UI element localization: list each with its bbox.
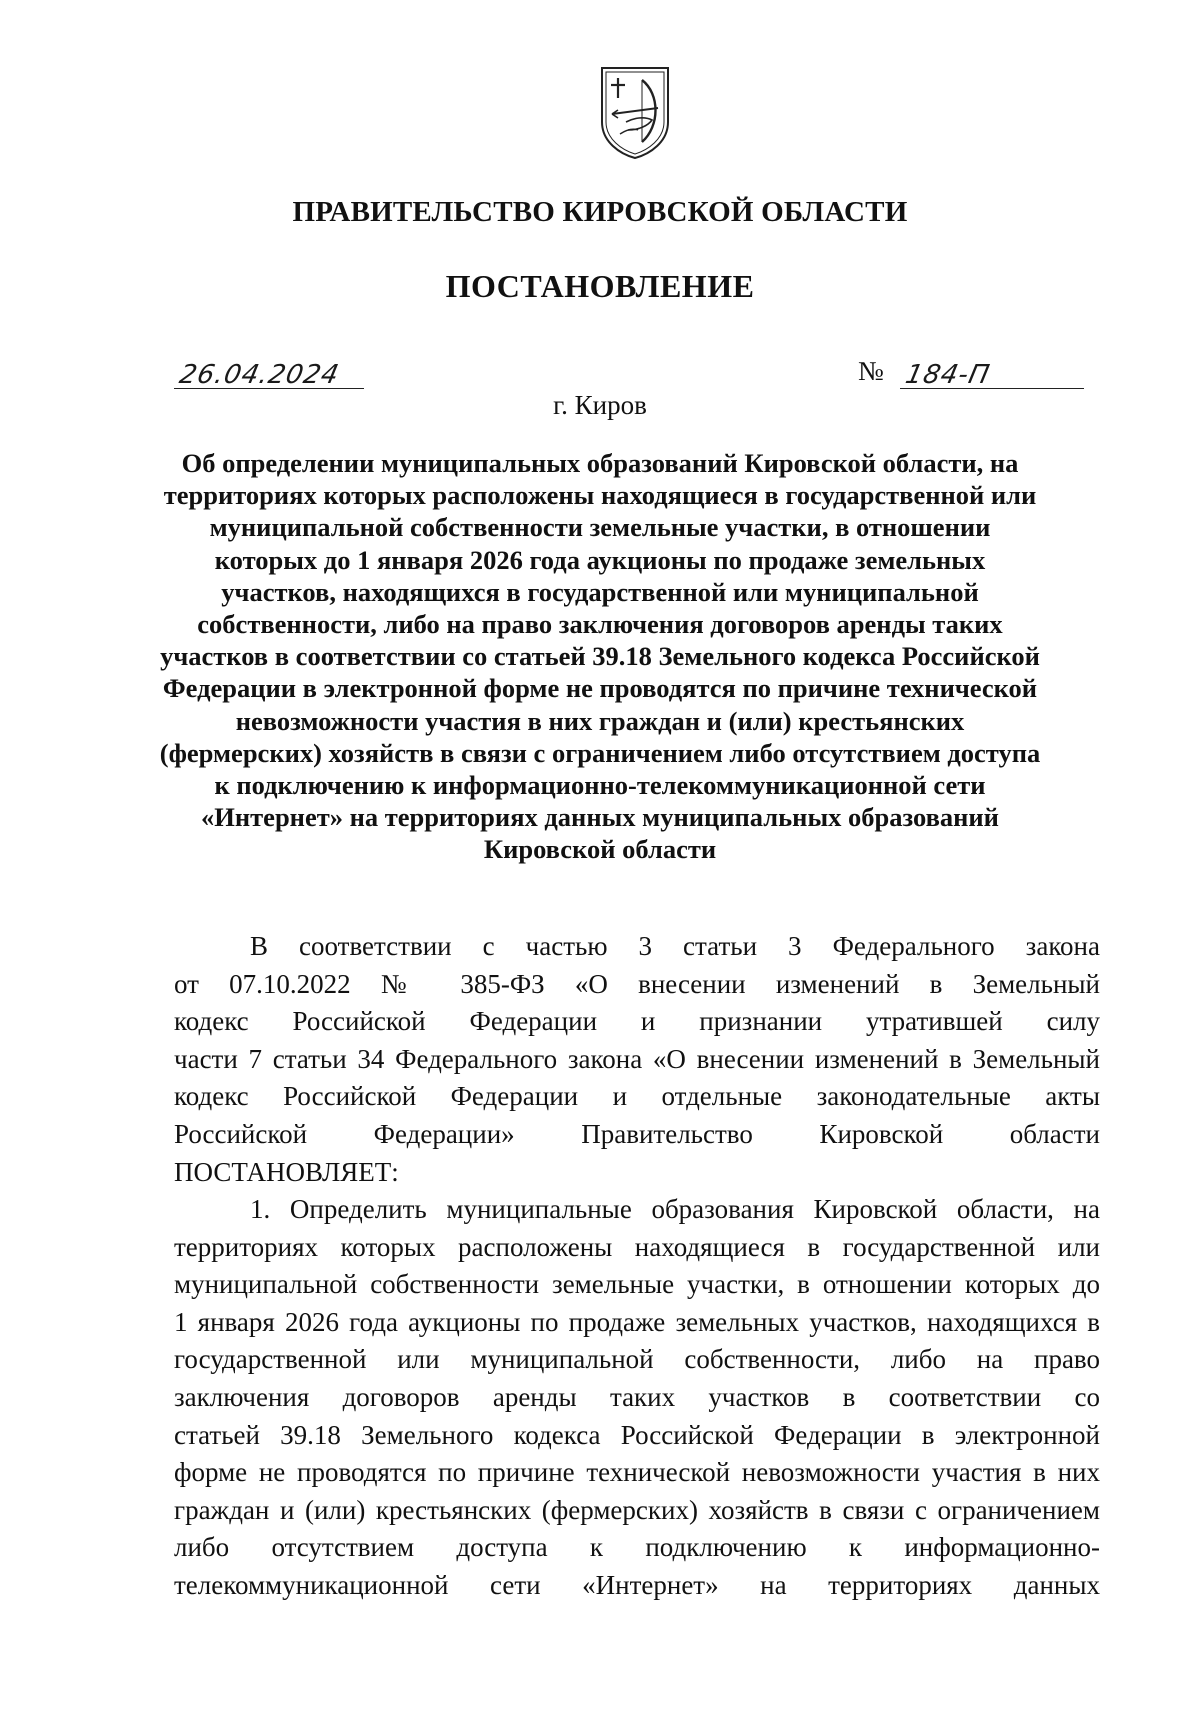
item-1-line: телекоммуникационной сети «Интернет» на территориях данных (174, 1569, 1100, 1600)
heading-line: участков в соответствии со статьей 39.18 Земельного кодекса Российской (160, 641, 1040, 672)
preamble-line: от 07.10.2022 № 385-ФЗ «О внесении изменений в Земельный (174, 968, 1100, 999)
heading-line: к подключению к информационно-телекоммуникационной сети (214, 770, 986, 801)
item-1-paragraph (174, 1191, 1100, 1605)
item-1-line: либо отсутствием доступа к подключению к информационно- (174, 1532, 1100, 1563)
number-sign: № (858, 356, 884, 386)
item-1-line: статьей 39.18 Земельного кодекса Российской Федерации в электронной (174, 1419, 1100, 1450)
item-1-line: территориях которых расположены находящиеся в государственной или (174, 1231, 1100, 1262)
preamble-line: Российской Федерации» Правительство Кировской области (174, 1118, 1100, 1149)
item-1-line: граждан и (или) крестьянских (фермерских) хозяйств в связи с ограничением (174, 1494, 1100, 1525)
heading-line: (фермерских) хозяйств в связи с ограничением либо отсутствием доступа (159, 737, 1041, 768)
government-title: ПРАВИТЕЛЬСТВО КИРОВСКОЙ ОБЛАСТИ (292, 196, 908, 228)
document-type: ПОСТАНОВЛЕНИЕ (445, 268, 755, 304)
item-1-line: 1. Определить муниципальные образования Кировской области, на (250, 1194, 1100, 1224)
preamble-line: кодекс Российской Федерации и отдельные законодательные акты (174, 1081, 1100, 1112)
preamble-line: части 7 статьи 34 Федерального закона «О внесении изменений в Земельный (174, 1043, 1100, 1074)
heading-line: территориях которых расположены находящиеся в государственной или (163, 480, 1037, 511)
heading-line: невозможности участия в них граждан и (или) крестьянских (235, 705, 965, 736)
heading-line: муниципальной собственности земельные участки, в отношении (209, 512, 991, 543)
preamble-line: ПОСТАНОВЛЯЕТ: (174, 1156, 399, 1187)
item-1-line: заключения договоров аренды таких участков в соответствии со (174, 1381, 1100, 1412)
heading-line: участков, находящихся в государственной или муниципальной (221, 576, 979, 607)
number-field (900, 358, 1084, 389)
item-1-line: государственной или муниципальной собственности, либо на право (174, 1344, 1100, 1375)
coat-of-arms-icon (598, 64, 672, 160)
preamble-paragraph (174, 928, 1100, 1191)
document-heading (150, 447, 1050, 866)
handwritten-date: 26.04.2024 (176, 360, 343, 390)
preamble-line: В соответствии с частью 3 статьи 3 Федерального закона (250, 931, 1100, 961)
item-1-line: 1 января 2026 года аукционы по продаже земельных участков, находящихся в (174, 1306, 1100, 1337)
item-1-line: форме не проводятся по причине технической невозможности участия в них (174, 1457, 1100, 1488)
heading-line: Об определении муниципальных образований Кировской области, на (181, 448, 1019, 478)
document-number-block (858, 356, 1088, 388)
heading-line: которых до 1 января 2026 года аукционы по продаже земельных (214, 544, 986, 575)
heading-line: Кировской области (483, 834, 717, 865)
item-1-line: муниципальной собственности земельные участки, в отношении которых до (174, 1269, 1100, 1300)
city: г. Киров (553, 390, 647, 420)
date-field (174, 358, 364, 389)
heading-line: Федерации в электронной форме не проводятся по причине технической (162, 673, 1038, 704)
handwritten-number: 184-П (902, 360, 993, 390)
heading-line: собственности, либо на право заключения договоров аренды таких (197, 609, 1003, 640)
preamble-line: кодекс Российской Федерации и признании утратившей силу (174, 1006, 1100, 1037)
heading-line: «Интернет» на территориях данных муниципальных образований (201, 802, 999, 833)
